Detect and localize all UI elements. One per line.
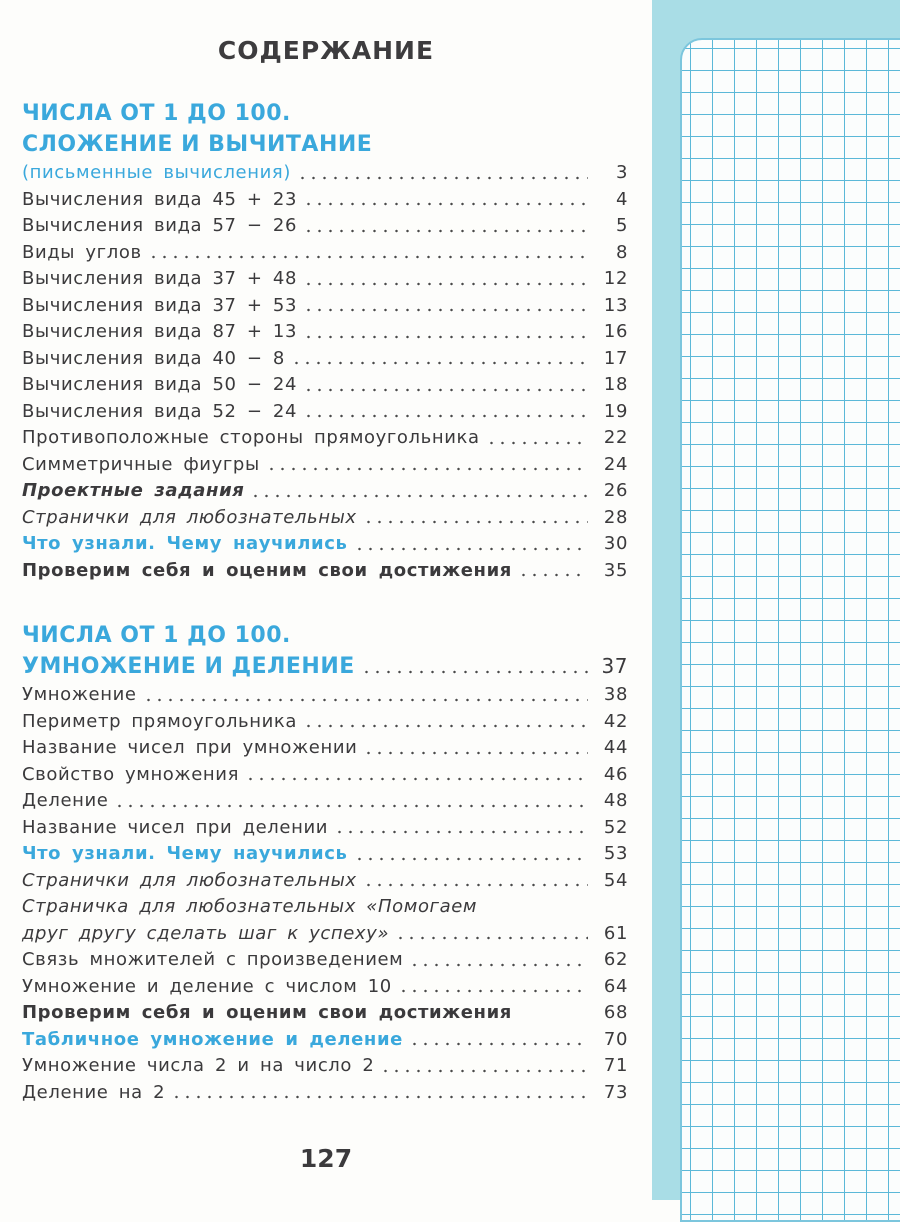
dot-leader [518, 573, 588, 577]
page-ref: 19 [603, 400, 628, 422]
entry-title: Деление на 2 [22, 1081, 166, 1103]
dot-leader [143, 698, 588, 702]
entry-title: Вычисления вида 45 + 23 [22, 188, 298, 210]
dot-leader [303, 229, 588, 233]
section-heading-line2: СЛОЖЕНИЕ И ВЫЧИТАНИЕ [22, 132, 373, 157]
page-ref: 13 [603, 294, 628, 316]
entry-title: Вычисления вида 57 − 26 [22, 215, 298, 236]
dot-leader [363, 751, 588, 755]
page-ref: 53 [603, 843, 628, 864]
page-ref: 8 [615, 241, 628, 263]
page-ref: 61 [603, 922, 628, 944]
dot-leader [303, 202, 588, 206]
dot-leader [114, 804, 588, 808]
toc-entry [22, 735, 628, 762]
dot-leader [245, 777, 588, 781]
toc-entry [22, 558, 628, 585]
entry-title: (письменные вычисления) [22, 162, 291, 183]
page-ref: 68 [603, 1002, 628, 1023]
dot-leader [363, 883, 588, 887]
dot-leader [266, 467, 588, 471]
page-ref: 52 [603, 816, 628, 838]
toc-entry [22, 266, 628, 293]
toc-section-addition [22, 98, 628, 584]
entry-title: Проверим себя и оценим свои достижения [22, 1002, 512, 1023]
toc-entry [22, 372, 628, 399]
entry-title: Умножение [22, 684, 137, 705]
toc-entry [22, 399, 628, 426]
entry-title: Вычисления вида 52 − 24 [22, 400, 298, 422]
toc-entry [22, 1000, 628, 1027]
entry-title: Вычисления вида 37 + 48 [22, 268, 298, 289]
toc-entry [22, 187, 628, 214]
entry-title: Проверим себя и оценим свои достижения [22, 559, 512, 581]
entry-title: Противоположные стороны прямоугольника [22, 427, 480, 448]
entry-title: Вычисления вида 40 − 8 [22, 347, 285, 369]
toc-entry [22, 1053, 628, 1080]
dot-leader [334, 830, 588, 834]
page-title: СОДЕРЖАНИЕ [217, 36, 435, 65]
section-heading-line1: ЧИСЛА ОТ 1 ДО 100. [22, 623, 291, 648]
toc-entries [22, 682, 628, 1106]
toc-entry [22, 319, 628, 346]
page-ref: 18 [603, 374, 628, 395]
toc-entry [22, 762, 628, 789]
entry-title: Умножение числа 2 и на число 2 [22, 1055, 375, 1076]
dot-leader [303, 308, 588, 312]
page-ref: 48 [603, 790, 628, 811]
toc-entry [22, 788, 628, 815]
entry-title: Странички для любознательных [22, 506, 357, 528]
toc-entry [22, 505, 628, 532]
dot-leader [395, 936, 588, 940]
dot-leader [303, 335, 588, 339]
dot-leader [409, 1042, 588, 1046]
toc-entry [22, 682, 628, 709]
toc-entry [22, 293, 628, 320]
page-ref: 71 [603, 1055, 628, 1076]
toc-entry [22, 709, 628, 736]
page-ref: 64 [603, 975, 628, 997]
page-ref: 54 [603, 869, 628, 891]
entry-title: Периметр прямоугольника [22, 710, 298, 732]
dot-leader [303, 388, 588, 392]
entry-title: Проектные задания [22, 480, 245, 501]
dot-leader [398, 989, 588, 993]
dot-leader [171, 1095, 588, 1099]
page-ref: 35 [603, 559, 628, 581]
toc-entry [22, 346, 628, 373]
page-ref: 70 [603, 1028, 628, 1050]
page-ref: 42 [603, 710, 628, 732]
page-ref: 4 [615, 188, 628, 210]
page-ref: 5 [615, 215, 628, 236]
dot-leader [354, 857, 589, 861]
page-ref: 46 [603, 763, 628, 785]
page-ref: 3 [615, 162, 628, 183]
toc-entry [22, 240, 628, 267]
entry-title: Табличное умножение и деление [22, 1028, 403, 1050]
page-number: 127 [299, 1144, 353, 1173]
entry-title: Название чисел при умножении [22, 737, 358, 758]
entry-title: Странички для любознательных [22, 869, 357, 891]
entry-title: Умножение и деление с числом 10 [22, 975, 392, 997]
dot-leader [297, 176, 588, 180]
entry-title: Вычисления вида 37 + 53 [22, 294, 298, 316]
dot-leader [354, 547, 589, 551]
dot-leader [363, 520, 588, 524]
page-ref: 30 [603, 533, 628, 554]
toc-entry [22, 478, 628, 505]
entry-title: Деление [22, 790, 109, 811]
dot-leader [303, 414, 588, 418]
toc-entry [22, 1080, 628, 1107]
dot-leader [148, 255, 588, 259]
page-ref: 16 [603, 321, 628, 342]
toc-entry [22, 921, 628, 948]
toc-entry [22, 452, 628, 479]
toc-entry [22, 947, 628, 974]
page-ref: 38 [603, 684, 628, 705]
page-ref: 73 [603, 1081, 628, 1103]
page-ref: 28 [603, 506, 628, 528]
section-heading-line1: ЧИСЛА ОТ 1 ДО 100. [22, 101, 291, 126]
graph-paper [680, 38, 900, 1222]
dot-leader [380, 1069, 588, 1073]
section-heading-line2: УМНОЖЕНИЕ И ДЕЛЕНИЕ 37 [22, 651, 628, 682]
entry-title: Название чисел при делении [22, 816, 329, 838]
toc-entry [22, 1027, 628, 1054]
toc-entry [22, 531, 628, 558]
toc-entry [22, 868, 628, 895]
entry-title: друг другу сделать шаг к успеху» [22, 922, 390, 944]
toc-entry [22, 894, 628, 921]
entry-title: Виды углов [22, 241, 142, 263]
page-ref: 37 [601, 654, 628, 678]
toc-entry [22, 815, 628, 842]
dot-leader [250, 494, 588, 498]
toc-entry [22, 974, 628, 1001]
dot-leader [361, 670, 588, 674]
page-ref: 24 [603, 453, 628, 475]
entry-title: Что узнали. Чему научились [22, 843, 348, 864]
dot-leader [291, 361, 588, 365]
entry-title: Страничка для любознательных «Помогаем [22, 896, 478, 917]
page-ref: 62 [603, 949, 628, 970]
entry-title: Вычисления вида 87 + 13 [22, 321, 298, 342]
entry-title: Связь множителей с произведением [22, 949, 404, 970]
page-ref: 26 [603, 480, 628, 501]
toc-entries [22, 160, 628, 584]
dot-leader [486, 441, 588, 445]
page-ref: 44 [603, 737, 628, 758]
page-ref: 22 [603, 427, 628, 448]
toc-entry [22, 213, 628, 240]
toc-entry [22, 425, 628, 452]
dot-leader [303, 724, 588, 728]
entry-title: Что узнали. Чему научились [22, 533, 348, 554]
page-ref: 17 [603, 347, 628, 369]
entry-title: Свойство умножения [22, 763, 240, 785]
page-ref: 12 [603, 268, 628, 289]
entry-title: Симметричные фиугры [22, 453, 260, 475]
toc-entry [22, 160, 628, 187]
entry-title: Вычисления вида 50 − 24 [22, 374, 298, 395]
toc-entry [22, 841, 628, 868]
dot-leader [409, 963, 588, 967]
toc-section-multiplication [22, 620, 628, 1106]
dot-leader [303, 282, 588, 286]
